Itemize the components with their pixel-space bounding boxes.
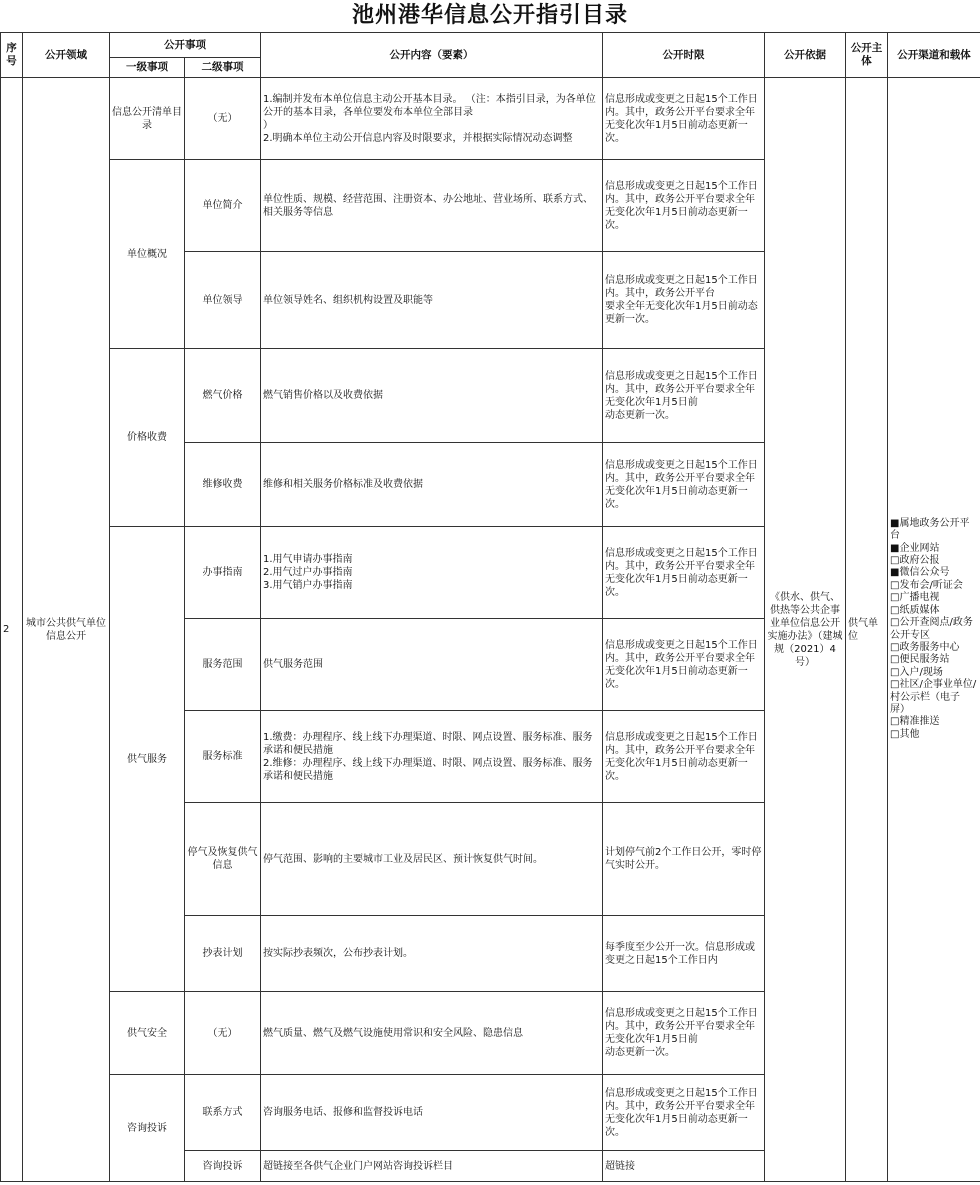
header-basis: 公开依据 (765, 33, 846, 78)
cell-content: 1.编制并发布本单位信息主动公开基本目录。 （注：本指引目录，为各单位公开的基本目录，各单位要发布本单位全部目录 ） 2.明确本单位主动公开信息内容及时限要求，并根据实际情况动态调整 (261, 78, 603, 160)
cell-time-limit: 信息形成或变更之日起15个工作日内。其中，政务公开平台要求全年无变化次年1月5日前动态更新一次。 (603, 78, 765, 160)
cell-channels: ■属地政务公开平台 ■企业网站 □政府公报 ■微信公众号 □发布会/听证会 □广播电视 □纸质媒体 □公开查阅点/政务公开专区 □政务服务中心 □便民服务站 □入户/现场 □社区/企事业单位/村公示栏（电子屏） □精准推送 □其他 (888, 78, 980, 1182)
cell-domain: 城市公共供气单位信息公开 (23, 78, 110, 1182)
table-row (1, 78, 980, 160)
cell-level2: 燃气价格 (185, 349, 261, 443)
cell-content: 超链接至各供气企业门户网站咨询投诉栏目 (261, 1151, 603, 1182)
cell-seq: 2 (1, 78, 23, 1182)
header-level1: 一级事项 (110, 58, 185, 78)
cell-level1: 信息公开清单目录 (110, 78, 185, 160)
cell-level1: 咨询投诉 (110, 1075, 185, 1182)
cell-time-limit: 信息形成或变更之日起15个工作日内。其中，政务公开平台要求全年无变化次年1月5日前动态更新一次。 (603, 711, 765, 803)
cell-time-limit: 每季度至少公开一次。信息形成或变更之日起15个工作日内 (603, 916, 765, 992)
cell-level1: 供气安全 (110, 992, 185, 1075)
cell-content: 咨询服务电话、报修和监督投诉电话 (261, 1075, 603, 1151)
header-seq: 序号 (1, 33, 23, 78)
header-domain: 公开领域 (23, 33, 110, 78)
cell-subject: 供气单位 (846, 78, 888, 1182)
cell-level2: 维修收费 (185, 443, 261, 527)
cell-level2: 办事指南 (185, 527, 261, 619)
cell-level2: （无） (185, 78, 261, 160)
cell-content: 单位领导姓名、组织机构设置及职能等 (261, 252, 603, 349)
cell-content: 按实际抄表频次，公布抄表计划。 (261, 916, 603, 992)
cell-content: 燃气销售价格以及收费依据 (261, 349, 603, 443)
cell-time-limit: 信息形成或变更之日起15个工作日内。其中，政务公开平台 要求全年无变化次年1月5日前动态更新一次。 (603, 252, 765, 349)
cell-time-limit: 信息形成或变更之日起15个工作日内。其中，政务公开平台要求全年无变化次年1月5日前动态更新一次。 (603, 1075, 765, 1151)
header-content: 公开内容（要素） (261, 33, 603, 78)
header-channel: 公开渠道和载体 (888, 33, 980, 78)
cell-time-limit: 信息形成或变更之日起15个工作日内。其中，政务公开平台要求全年无变化次年1月5日前动态更新一次。 (603, 160, 765, 252)
header-level2: 二级事项 (185, 58, 261, 78)
cell-time-limit: 信息形成或变更之日起15个工作日内。其中，政务公开平台要求全年无变化次年1月5日前动态更新一次。 (603, 443, 765, 527)
cell-level1: 单位概况 (110, 160, 185, 349)
cell-content: 燃气质量、燃气及燃气设施使用常识和安全风险、隐患信息 (261, 992, 603, 1075)
cell-time-limit: 信息形成或变更之日起15个工作日内。其中，政务公开平台要求全年无变化次年1月5日前动态更新一次。 (603, 619, 765, 711)
cell-content: 单位性质、规模、经营范围、注册资本、办公地址、营业场所、联系方式、相关服务等信息 (261, 160, 603, 252)
cell-basis: 《供水、供气、供热等公共企事业单位信息公开实施办法》（建城规（2021）4号） (765, 78, 846, 1182)
cell-time-limit: 计划停气前2个工作日公开，零时停气实时公开。 (603, 803, 765, 916)
cell-content: 供气服务范围 (261, 619, 603, 711)
cell-level2: 抄表计划 (185, 916, 261, 992)
header-subject: 公开主体 (846, 33, 888, 78)
cell-time-limit: 超链接 (603, 1151, 765, 1182)
cell-content: 维修和相关服务价格标准及收费依据 (261, 443, 603, 527)
cell-level2: 咨询投诉 (185, 1151, 261, 1182)
disclosure-table (0, 32, 980, 1182)
cell-level2: 停气及恢复供气信息 (185, 803, 261, 916)
cell-level2: （无） (185, 992, 261, 1075)
cell-level2: 单位简介 (185, 160, 261, 252)
cell-level2: 联系方式 (185, 1075, 261, 1151)
cell-level1: 供气服务 (110, 527, 185, 992)
cell-content: 1.用气申请办事指南 2.用气过户办事指南 3.用气销户办事指南 (261, 527, 603, 619)
cell-level2: 单位领导 (185, 252, 261, 349)
page-title: 池州港华信息公开指引目录 (351, 3, 628, 28)
header-row (1, 33, 980, 58)
cell-content: 停气范围、影响的主要城市工业及居民区、预计恢复供气时间。 (261, 803, 603, 916)
cell-level2: 服务标准 (185, 711, 261, 803)
header-time-limit: 公开时限 (603, 33, 765, 78)
cell-content: 1.缴费：办理程序、线上线下办理渠道、时限、网点设置、服务标准、服务承诺和便民措施 2.维修：办理程序、线上线下办理渠道、时限、网点设置、服务标准、服务承诺和便民措施 (261, 711, 603, 803)
cell-level1: 价格收费 (110, 349, 185, 527)
cell-time-limit: 信息形成或变更之日起15个工作日内。其中，政务公开平台要求全年无变化次年1月5日前 动态更新一次。 (603, 349, 765, 443)
header-matters: 公开事项 (110, 33, 261, 58)
cell-time-limit: 信息形成或变更之日起15个工作日内。其中，政务公开平台要求全年无变化次年1月5日前 动态更新一次。 (603, 992, 765, 1075)
cell-level2: 服务范围 (185, 619, 261, 711)
cell-time-limit: 信息形成或变更之日起15个工作日内。其中，政务公开平台要求全年无变化次年1月5日前动态更新一次。 (603, 527, 765, 619)
